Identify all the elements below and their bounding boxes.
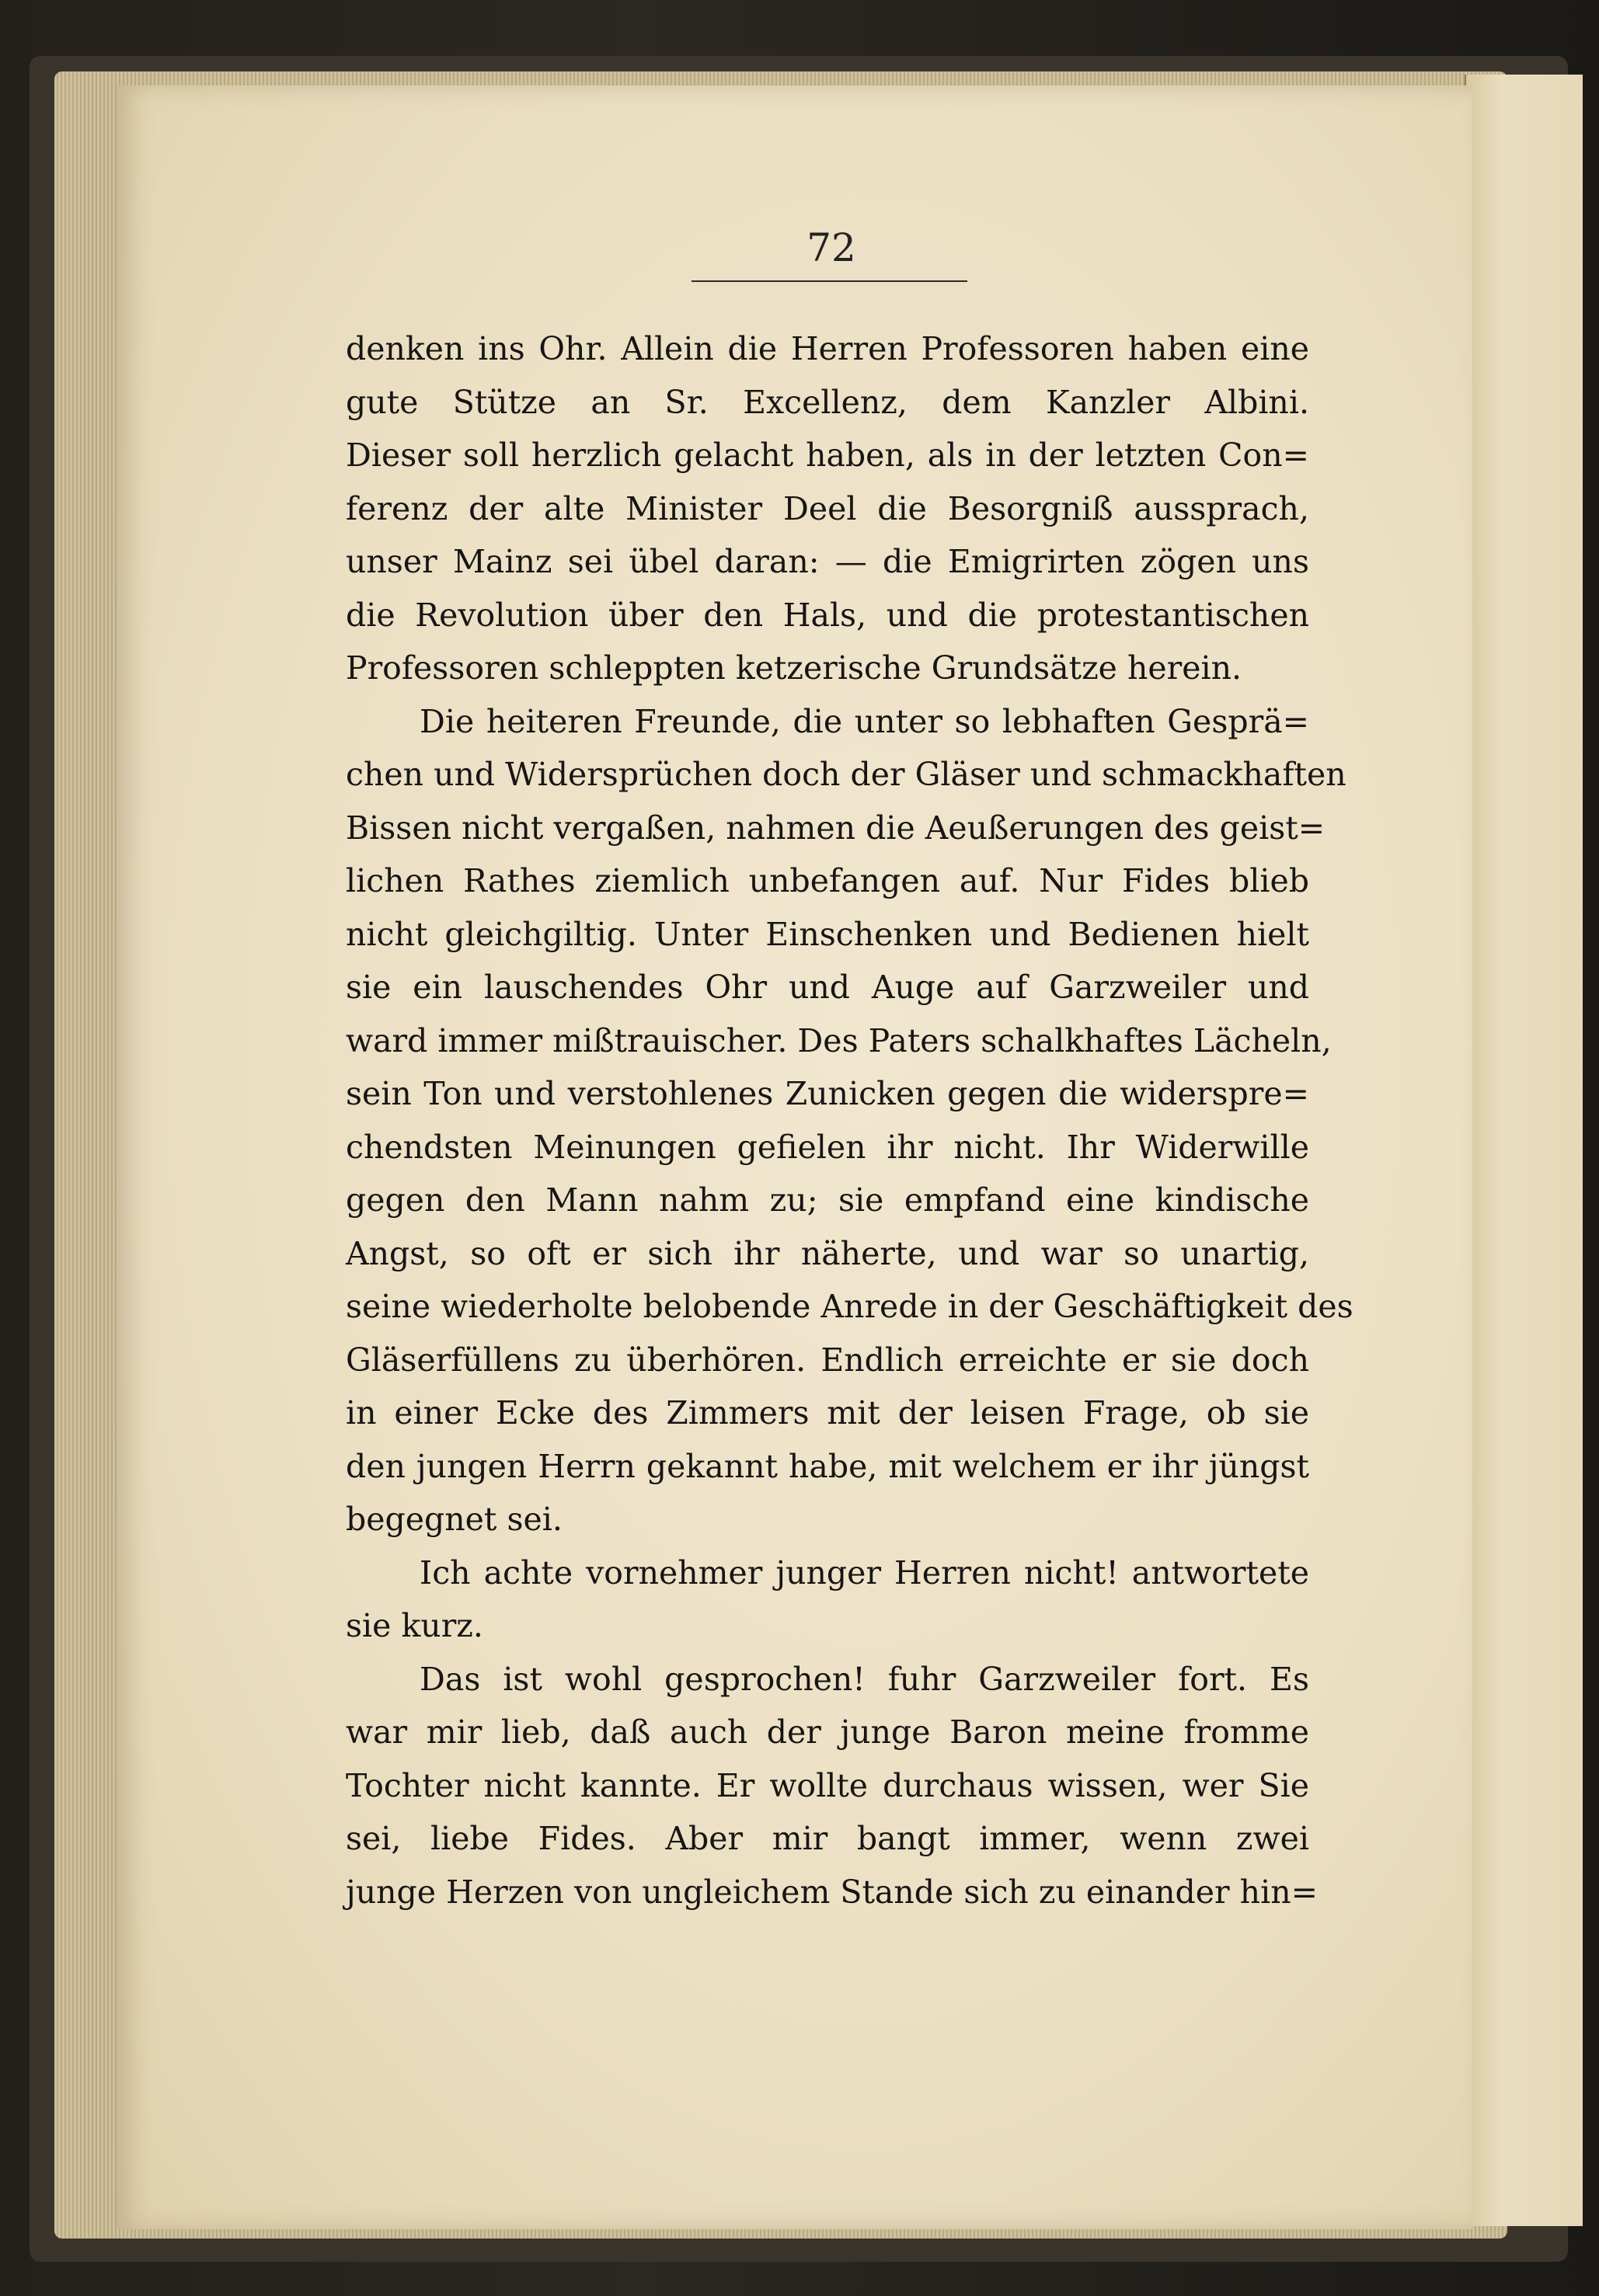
text-line: nicht gleichgiltig. Unter Einschenken und Bedienen hielt [346,915,1309,953]
text-line: unser Mainz sei übel daran: — die Emigrirten zögen uns [346,543,1309,580]
facing-page-edge [1465,75,1583,2226]
text-line: lichen Rathes ziemlich unbefangen auf. Nur Fides blieb [346,862,1309,899]
text-line: Bissen nicht vergaßen, nahmen die Aeußerungen des geist= [346,809,1326,847]
text-line: den jungen Herrn gekannt habe, mit welchem er ihr jüngst [346,1447,1309,1485]
text-line: Das ist wohl gesprochen! fuhr Garzweiler fort. Es [420,1660,1309,1698]
text-line: Tochter nicht kannte. Er wollte durchaus wissen, wer Sie [346,1766,1309,1804]
text-line: Dieser soll herzlich gelacht haben, als in der letzten Con= [346,437,1309,474]
text-line: Ich achte vornehmer junger Herren nicht! antwortete [420,1553,1309,1592]
text-line: die Revolution über den Hals, und die protestantischen [346,596,1309,634]
text-line: begegnet sei. [346,1501,563,1538]
text-line: Gläserfüllens zu überhören. Endlich erreichte er sie doch [346,1341,1309,1379]
body-text [346,322,1353,1919]
text-line: chen und Widersprüchen doch der Gläser und schmackhaften [346,756,1346,793]
text-line: sie ein lauschendes Ohr und Auge auf Garzweiler und [346,969,1309,1006]
text-line: sein Ton und verstohlenes Zunicken gegen die widerspre= [346,1075,1309,1112]
text-line: war mir lieb, daß auch der junge Baron meine fromme [346,1713,1309,1751]
text-line: Die heiteren Freunde, die unter so lebhaften Gesprä= [420,702,1309,740]
page-number: 72 [806,225,856,270]
header-rule [692,280,967,282]
text-line: sie kurz. [346,1607,483,1644]
text-line: seine wiederholte belobende Anrede in der Geschäftigkeit des [346,1288,1353,1325]
text-line: Angst, so oft er sich ihr näherte, und war so unartig, [346,1234,1309,1272]
text-line: denken ins Ohr. Allein die Herren Professoren haben eine [346,330,1309,367]
text-line: chendsten Meinungen gefielen ihr nicht. Ihr Widerwille [346,1128,1309,1166]
text-line: Professoren schleppten ketzerische Grundsätze herein. [346,649,1242,687]
text-line: ferenz der alte Minister Deel die Besorgniß aussprach, [346,489,1309,527]
text-line: gegen den Mann nahm zu; sie empfand eine kindische [346,1181,1309,1219]
text-line: sei, liebe Fides. Aber mir bangt immer, wenn zwei [346,1820,1309,1857]
text-line: in einer Ecke des Zimmers mit der leisen Frage, ob sie [346,1394,1309,1432]
text-line: junge Herzen von ungleichem Stande sich zu einander hin= [346,1873,1318,1911]
text-line: ward immer mißtrauischer. Des Paters schalkhaftes Lächeln, [346,1021,1332,1059]
text-line: gute Stütze an Sr. Excellenz, dem Kanzler Albini. [346,383,1309,421]
